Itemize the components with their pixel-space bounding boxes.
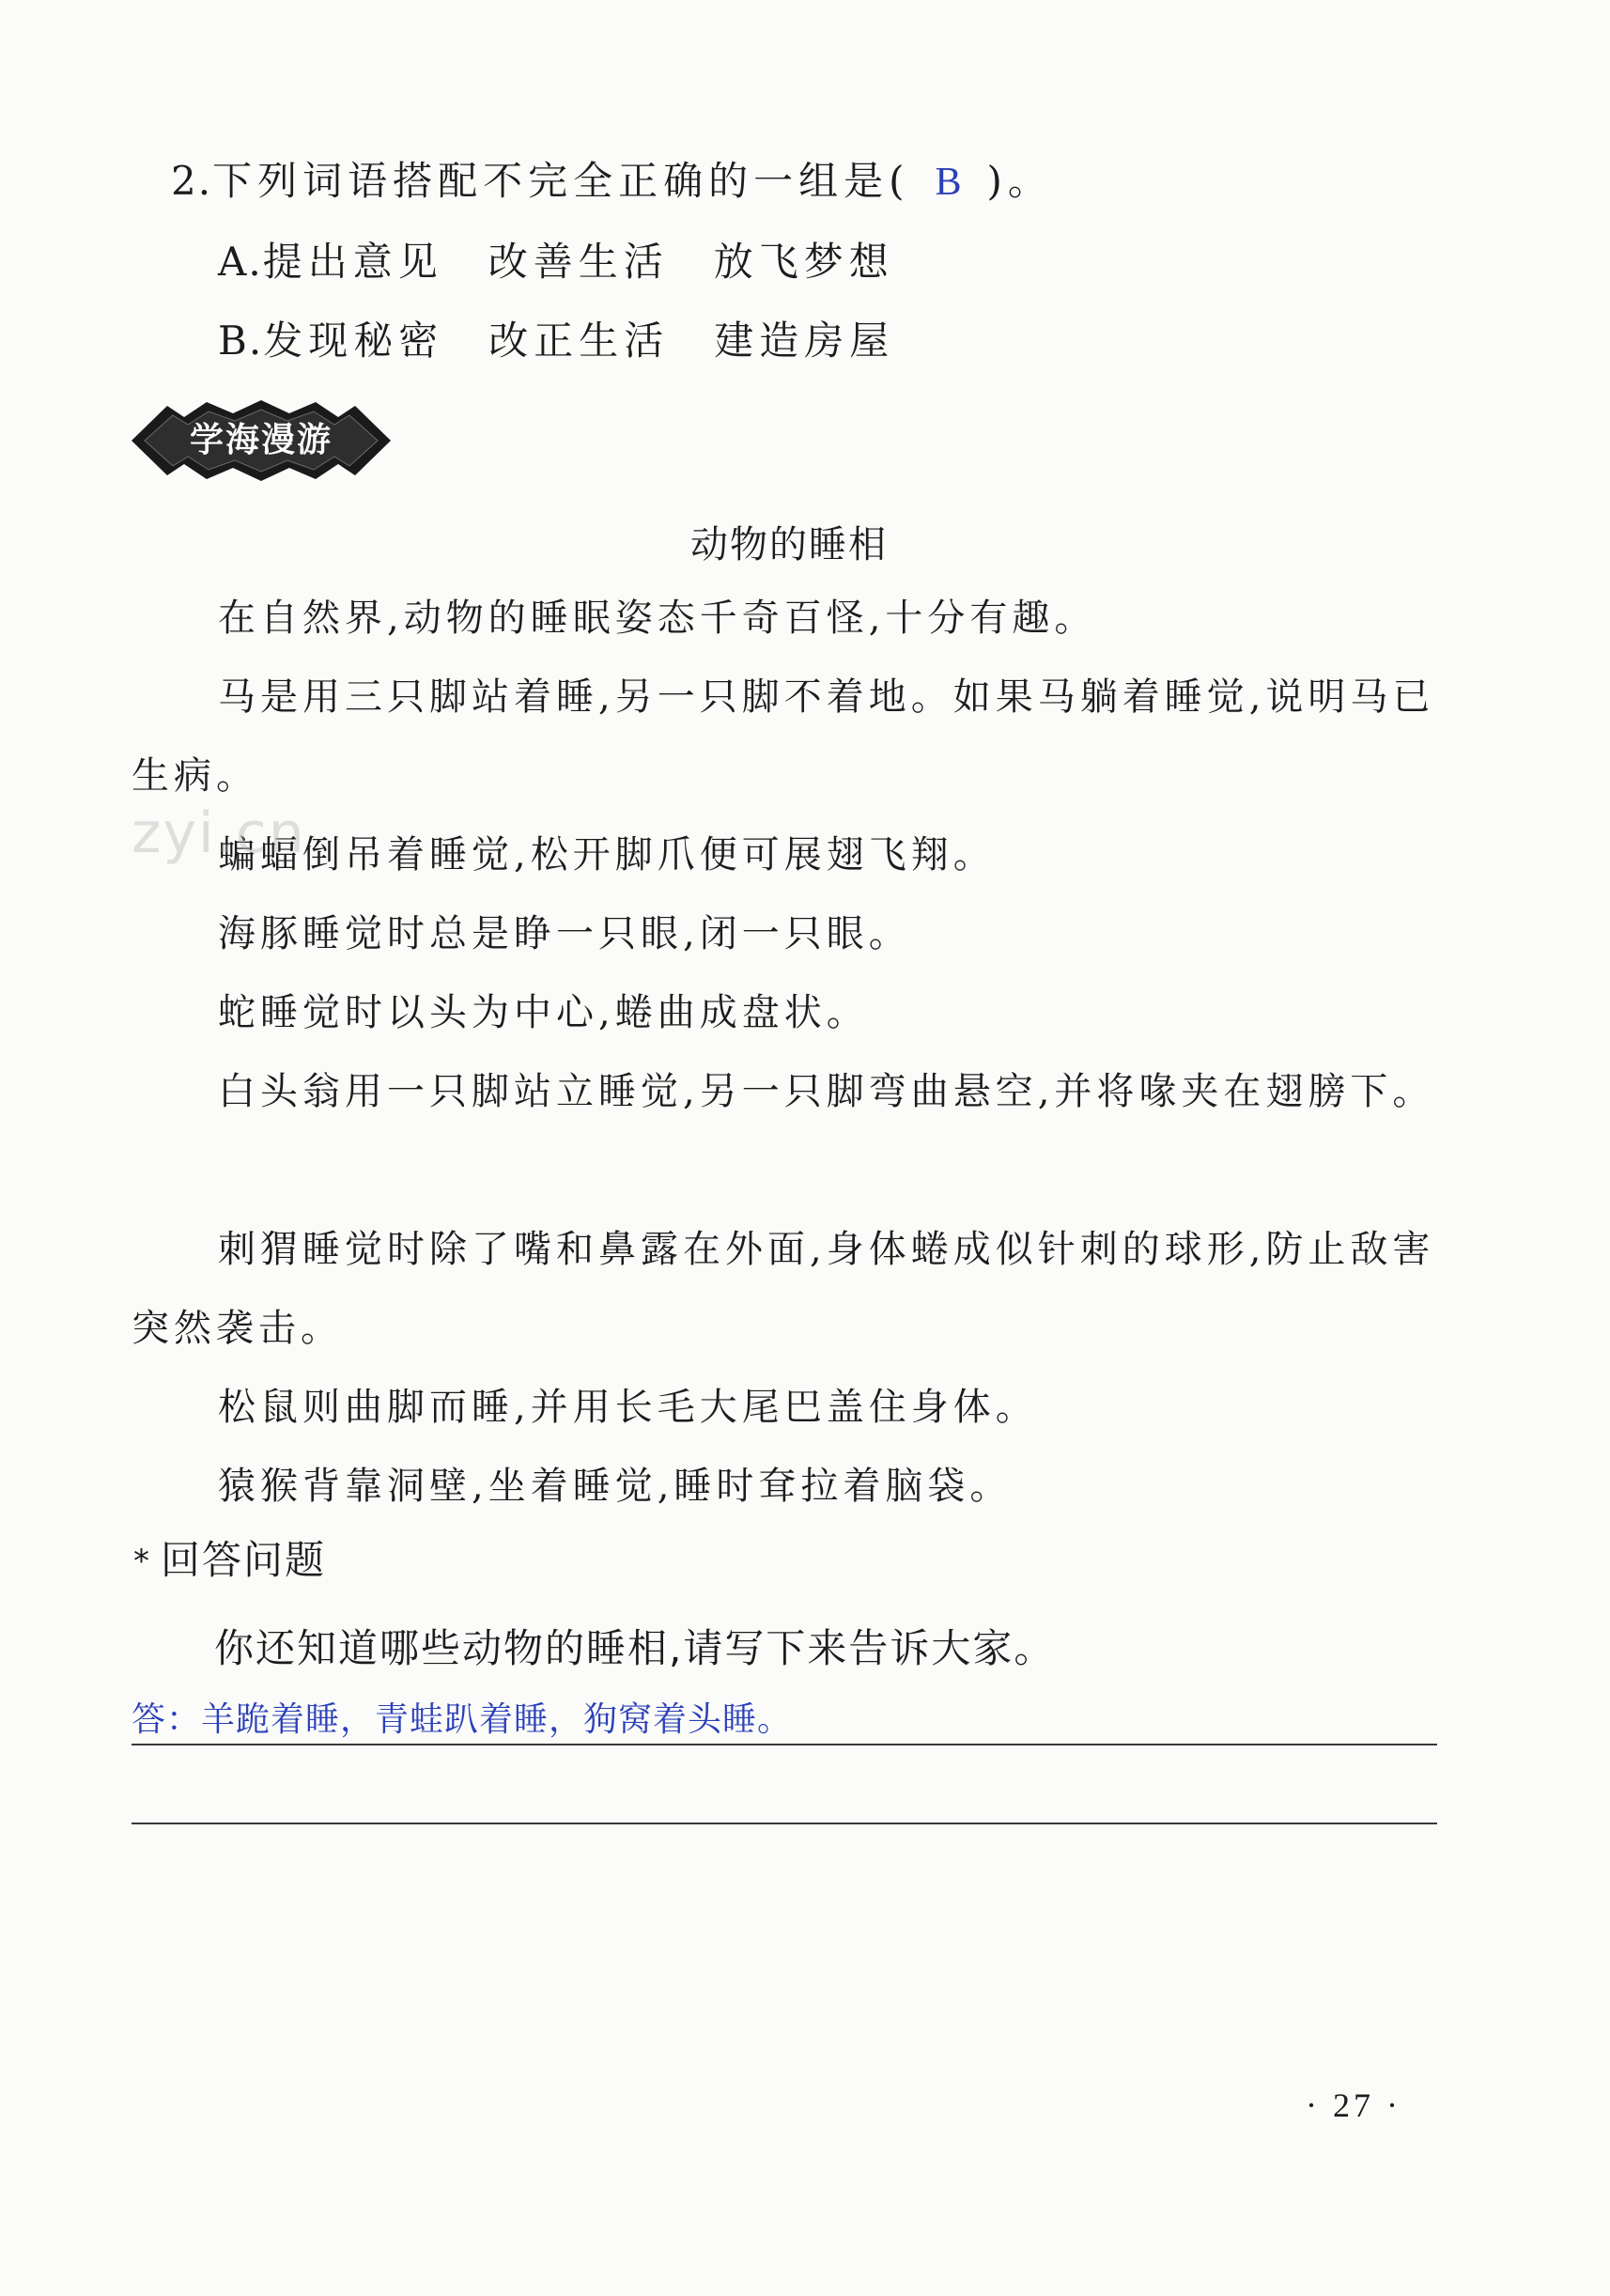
option-b[interactable] — [218, 318, 939, 364]
article-paragraph: 松鼠则曲脚而睡,并用长毛大尾巴盖住身体。 — [218, 1386, 1038, 1429]
option-a-phrase: 提出意见 — [262, 239, 443, 285]
question-2-stem — [171, 158, 1053, 204]
question-closing: )。 — [986, 158, 1053, 204]
question-number: 2. — [171, 158, 213, 204]
answer-line[interactable] — [132, 1823, 1437, 1824]
option-a-letter: A. — [218, 239, 263, 285]
answer-line-text[interactable]: 答：羊跪着睡，青蛙趴着睡，狗窝着头睡。 — [132, 1700, 793, 1739]
option-a[interactable] — [218, 239, 939, 285]
exercise-question: 你还知道哪些动物的睡相,请写下来告诉大家。 — [214, 1625, 1056, 1671]
article-paragraph: 刺猬睡觉时除了嘴和鼻露在外面,身体蜷成似针刺的球形,防止敌害突然袭击。 — [132, 1228, 1435, 1350]
page-number: · 27 · — [1306, 2087, 1401, 2124]
option-a-phrase: 改善生活 — [488, 239, 669, 285]
option-b-phrase: 建造房屋 — [714, 318, 895, 364]
section-banner — [132, 398, 391, 483]
article-paragraph: 猿猴背靠洞壁,坐着睡觉,睡时耷拉着脑袋。 — [218, 1465, 1013, 1508]
article-paragraph: 白头翁用一只脚站立睡觉,另一只脚弯曲悬空,并将喙夹在翅膀下。 — [218, 1070, 1435, 1113]
option-b-letter: B. — [218, 318, 264, 364]
article-paragraph: 蝙蝠倒吊着睡觉,松开脚爪便可展翅飞翔。 — [218, 833, 996, 877]
question-text: 下列词语搭配不完全正确的一组是( — [212, 158, 910, 204]
article-paragraph: 海豚睡觉时总是睁一只眼,闭一只眼。 — [218, 912, 911, 955]
article-paragraph: 在自然界,动物的睡眠姿态千奇百怪,十分有趣。 — [218, 597, 1097, 640]
watermark: zyi.cn — [132, 800, 306, 866]
answer-slot[interactable]: B — [935, 161, 962, 204]
article-paragraph: 马是用三只脚站着睡,另一只脚不着地。如果马躺着睡觉,说明马已生病。 — [132, 675, 1435, 798]
exercise-heading — [133, 1529, 326, 1586]
article-title: 动物的睡相 — [690, 523, 888, 566]
option-b-phrase: 改正生活 — [488, 318, 670, 364]
exercise-heading-text: 回答问题 — [161, 1537, 327, 1583]
asterisk-icon: * — [133, 1543, 151, 1580]
option-a-phrase: 放飞梦想 — [713, 239, 894, 285]
article-paragraph: 蛇睡觉时以头为中心,蜷曲成盘状。 — [218, 991, 869, 1034]
answer-line[interactable] — [132, 1744, 1437, 1745]
option-b-phrase: 发现秘密 — [263, 318, 444, 364]
banner-label: 学海漫游 — [189, 421, 333, 459]
